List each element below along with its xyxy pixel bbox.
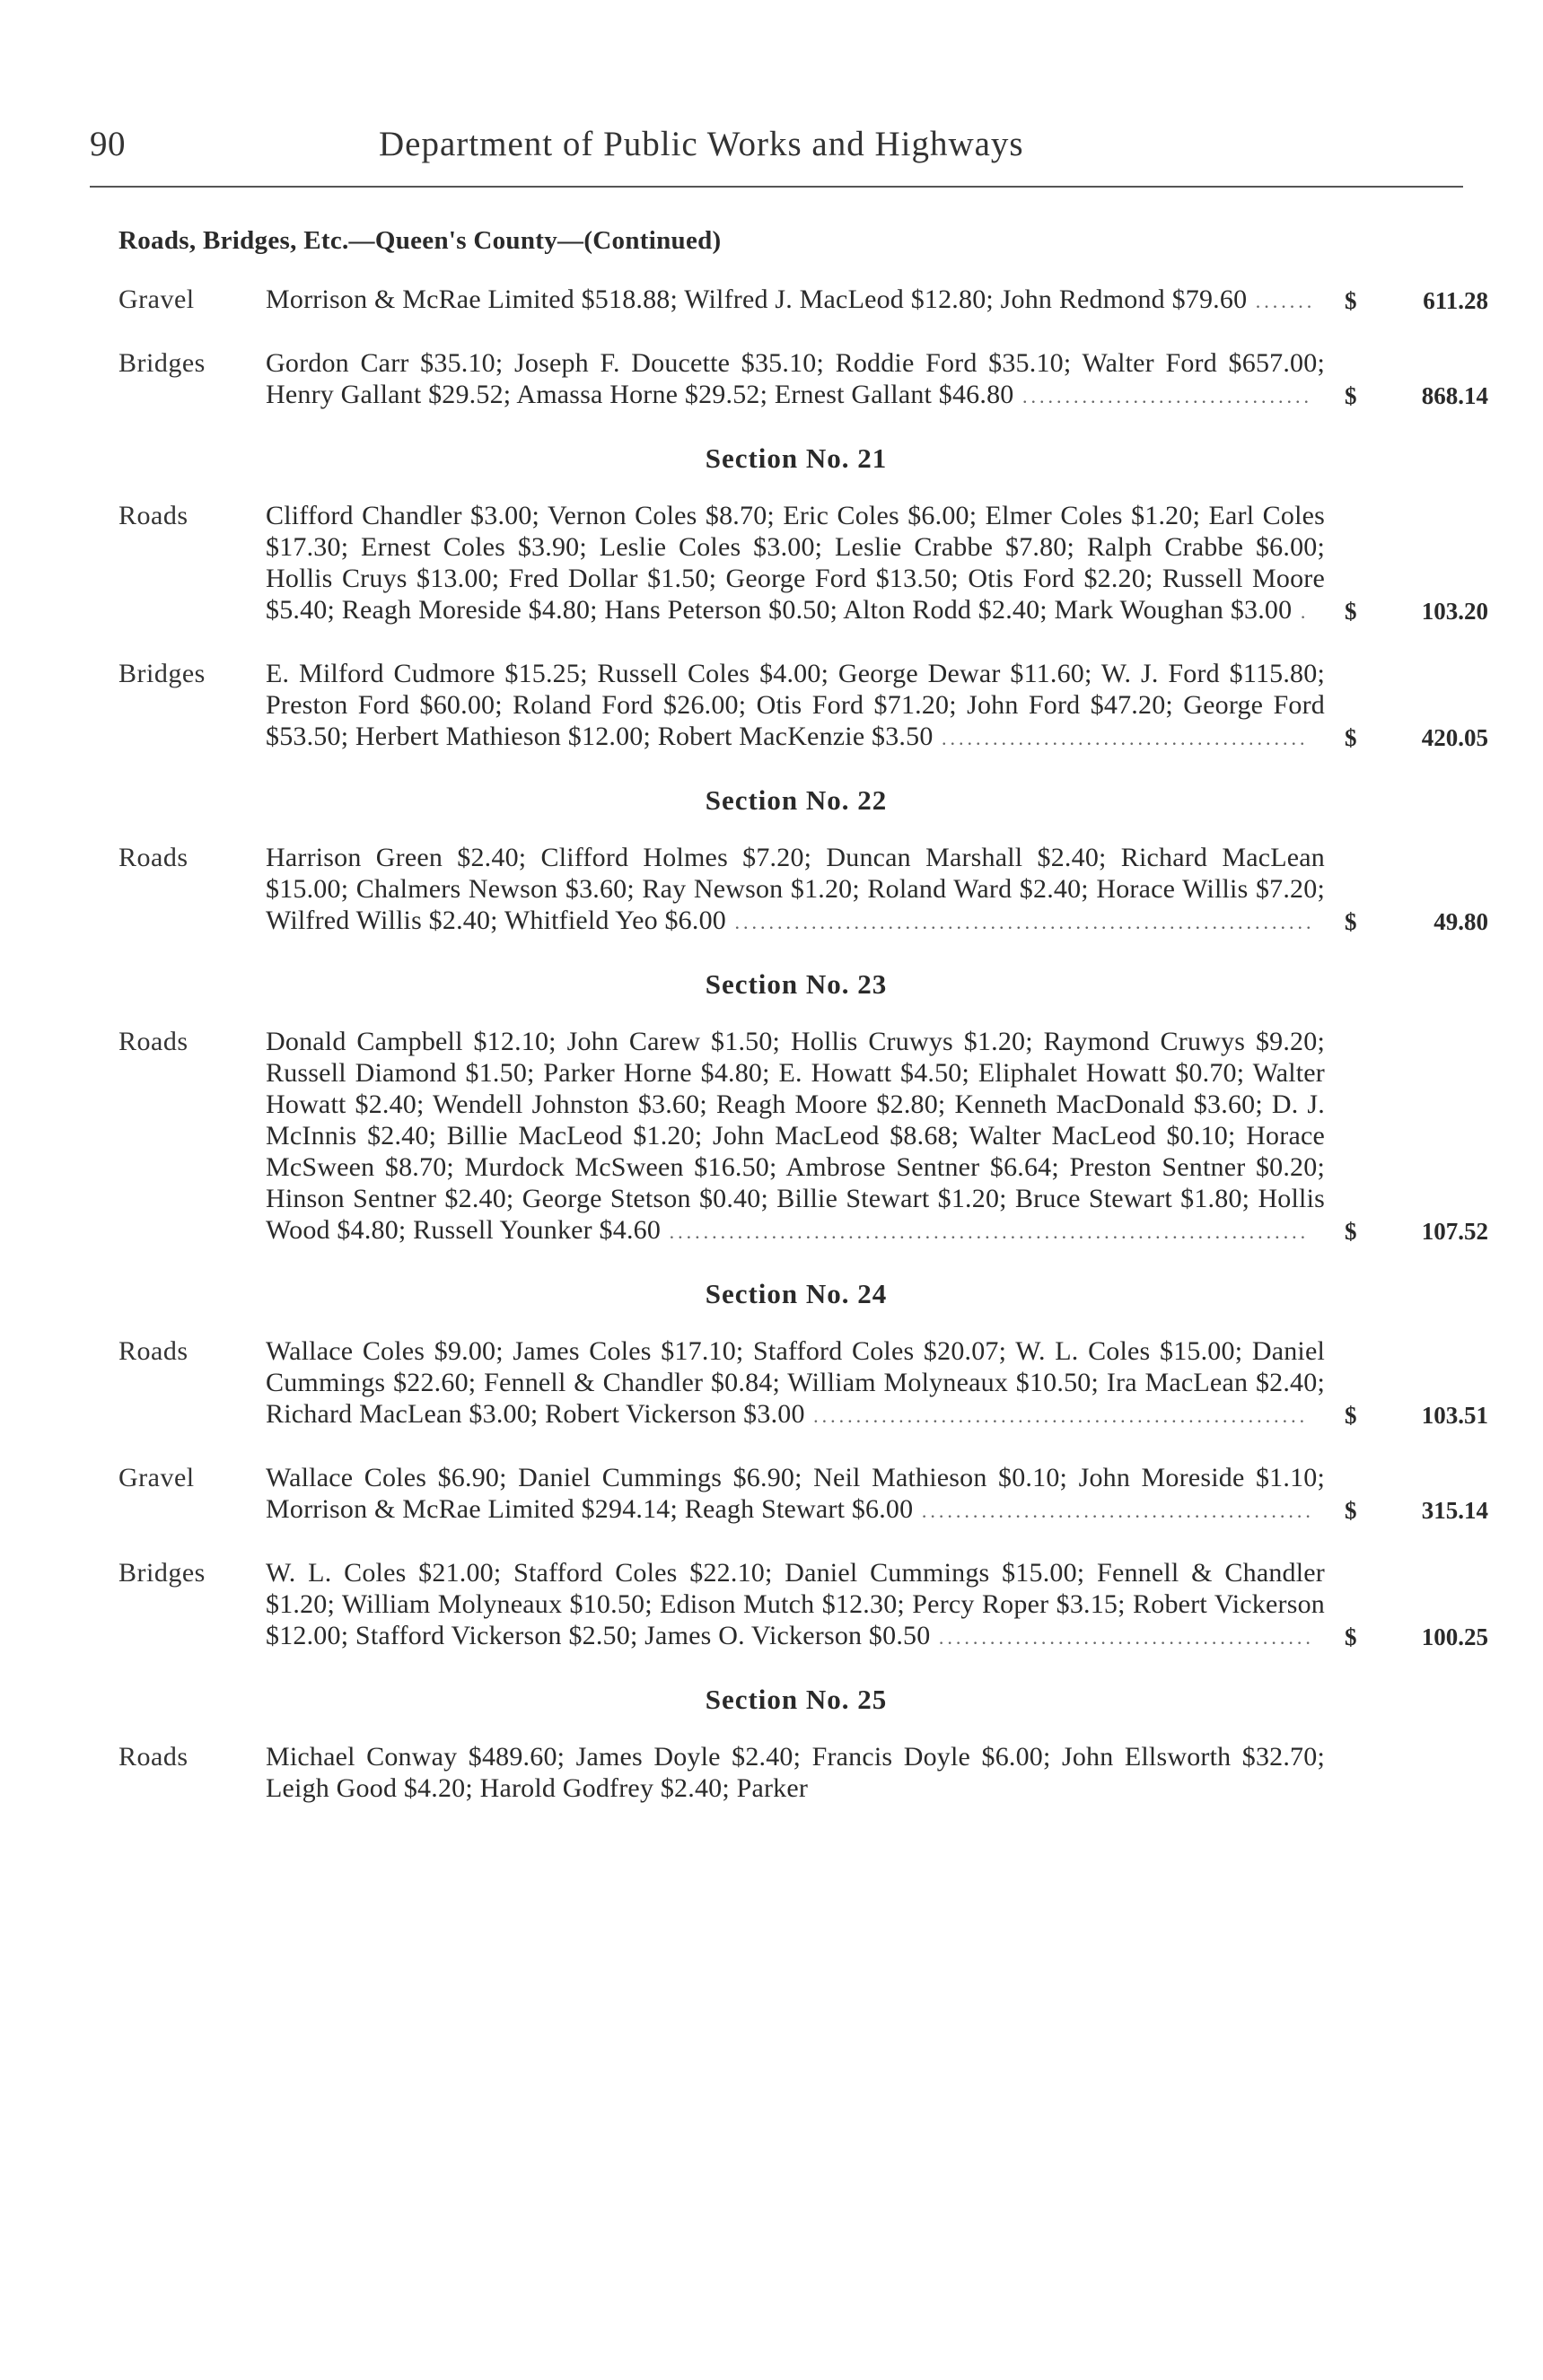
entry-payees	[266, 842, 1325, 938]
section-heading: Section No. 25	[705, 1684, 888, 1715]
entry-total	[1325, 1622, 1488, 1653]
entry-total	[1325, 381, 1488, 412]
section-heading: Section No. 24	[705, 1278, 888, 1309]
entry-payees	[266, 1741, 1325, 1804]
section-heading: Section No. 22	[705, 784, 888, 816]
header-rule	[90, 186, 1463, 188]
total-amount: 100.25	[1421, 1623, 1488, 1650]
entry-category: Gravel	[118, 284, 195, 314]
entry-payees	[266, 1335, 1325, 1431]
expenditure-entry	[118, 1741, 1483, 1804]
expenditure-entry	[118, 842, 1488, 938]
currency-sign: $	[1345, 1218, 1357, 1245]
entry-category: Bridges	[118, 659, 206, 688]
currency-sign: $	[1345, 908, 1357, 935]
total-amount: 103.51	[1421, 1402, 1488, 1429]
total-amount: 868.14	[1421, 382, 1488, 409]
entry-total	[1325, 1495, 1488, 1527]
section-heading: Section No. 23	[705, 968, 888, 1000]
leader-dots: .......	[1247, 290, 1316, 312]
entry-payees-text: Gordon Carr $35.10; Joseph F. Doucette $35.10; Roddie Ford $35.10; Walter Ford $657.00; Henry Gallant $29.52; Amassa Horne $29.52; Ernest Gallant $46.80	[266, 348, 1325, 409]
page-title: Department of Public Works and Highways	[379, 125, 1024, 163]
entry-total	[1325, 285, 1488, 317]
entry-payees	[266, 1462, 1325, 1527]
total-amount: 420.05	[1421, 724, 1488, 751]
entry-total	[1325, 1216, 1488, 1247]
total-amount: 315.14	[1421, 1497, 1488, 1524]
entry-category: Roads	[118, 1336, 188, 1366]
leader-dots: ............................................	[930, 1626, 1314, 1649]
entry-category: Roads	[118, 501, 188, 530]
leader-dots: ...........................................................................	[661, 1221, 1310, 1243]
expenditure-entry	[118, 658, 1488, 754]
entry-total	[1325, 1400, 1488, 1431]
entry-category: Roads	[118, 1027, 188, 1056]
expenditure-entry	[118, 1557, 1488, 1653]
currency-sign: $	[1345, 1623, 1357, 1650]
entry-payees	[266, 1557, 1325, 1653]
entry-payees	[266, 658, 1325, 754]
entry-payees-text: W. L. Coles $21.00; Stafford Coles $22.10; Daniel Cummings $15.00; Fennell & Chandler $1.20; William Molyneaux $10.50; Edison Mutch $12.30; Percy Roper $3.15; Robert Vickerson $12.00; Stafford Vickerson $2.50; James O. Vickerson $0.50	[266, 1558, 1325, 1650]
entry-payees-text: E. Milford Cudmore $15.25; Russell Coles $4.00; George Dewar $11.60; W. J. Ford $115.80; Preston Ford $60.00; Roland Ford $26.00; Otis Ford $71.20; John Ford $47.20; George Ford $53.50; Herbert Mathieson $12.00; Robert MacKenzie $3.50	[266, 659, 1325, 751]
entry-payees-text: Morrison & McRae Limited $518.88; Wilfred J. MacLeod $12.80; John Redmond $79.60	[266, 284, 1248, 314]
expenditure-listing	[118, 284, 1488, 1834]
page-number: 90	[90, 125, 126, 163]
leader-dots: ...........................................	[933, 727, 1309, 749]
currency-sign: $	[1345, 724, 1357, 751]
leader-dots: .	[1292, 600, 1310, 623]
entry-category: Bridges	[118, 1558, 206, 1588]
entry-payees-text: Donald Campbell $12.10; John Carew $1.50; Hollis Cruwys $1.20; Raymond Cruwys $9.20; Russell Diamond $1.50; Parker Horne $4.80; E. Howatt $4.50; Eliphalet Howatt $0.70; Walter Howatt $2.40; Wendell Johnston $3.60; Reagh Moore $2.80; Kenneth MacDonald $3.60; D. J. McInnis $2.40; Billie MacLeod $1.20; John MacLeod $8.68; Walter MacLeod $0.10; Horace McSween $8.70; Murdock McSween $16.50; Ambrose Sentner $6.64; Preston Sentner $0.20; Hinson Sentner $2.40; George Stetson $0.40; Billie Stewart $1.20; Bruce Stewart $1.80; Hollis Wood $4.80; Russell Younker $4.60	[266, 1027, 1325, 1245]
entry-total	[1325, 906, 1488, 938]
total-amount: 611.28	[1423, 287, 1488, 314]
total-amount: 103.20	[1421, 598, 1488, 625]
currency-sign: $	[1345, 1497, 1357, 1524]
expenditure-entry	[118, 1335, 1488, 1431]
entry-category: Roads	[118, 1742, 188, 1772]
entry-payees-text: Clifford Chandler $3.00; Vernon Coles $8.70; Eric Coles $6.00; Elmer Coles $1.20; Earl Coles $17.30; Ernest Coles $3.90; Leslie Coles $3.00; Leslie Crabbe $7.80; Ralph Crabbe $6.00; Hollis Cruys $13.00; Fred Dollar $1.50; George Ford $13.50; Otis Ford $2.20; Russell Moore $5.40; Reagh Moreside $4.80; Hans Peterson $0.50; Alton Rodd $2.40; Mark Woughan $3.00	[266, 501, 1325, 625]
leader-dots: ..................................	[1013, 385, 1312, 407]
currency-sign: $	[1345, 598, 1357, 625]
entry-category: Bridges	[118, 348, 206, 378]
expenditure-entry	[118, 500, 1488, 627]
entry-payees	[266, 500, 1325, 627]
total-amount: 107.52	[1421, 1218, 1488, 1245]
expenditure-entry	[118, 284, 1488, 317]
entry-payees-text: Wallace Coles $6.90; Daniel Cummings $6.90; Neil Mathieson $0.10; John Moreside $1.10; Morrison & McRae Limited $294.14; Reagh Stewart $6.00	[266, 1463, 1325, 1524]
currency-sign: $	[1345, 382, 1357, 409]
running-subheading: Roads, Bridges, Etc.—Queen's County—(Continued)	[118, 226, 722, 255]
leader-dots: ..........................................................	[804, 1404, 1309, 1427]
expenditure-entry	[118, 1026, 1488, 1247]
entry-total	[1325, 722, 1488, 754]
expenditure-entry	[118, 1462, 1488, 1527]
entry-category: Gravel	[118, 1463, 195, 1492]
entry-payees	[266, 347, 1325, 412]
entry-payees	[266, 284, 1325, 317]
expenditure-entry	[118, 347, 1488, 412]
entry-payees	[266, 1026, 1325, 1247]
currency-sign: $	[1345, 1402, 1357, 1429]
section-heading: Section No. 21	[705, 442, 888, 474]
leader-dots: ....................................................................	[726, 911, 1315, 933]
total-amount: 49.80	[1433, 908, 1488, 935]
entry-payees-text: Wallace Coles $9.00; James Coles $17.10; Stafford Coles $20.07; W. L. Coles $15.00; Daniel Cummings $22.60; Fennell & Chandler $0.84; William Molyneaux $10.50; Ira MacLean $2.40; Richard MacLean $3.00; Robert Vickerson $3.00	[266, 1336, 1325, 1429]
entry-payees-text: Harrison Green $2.40; Clifford Holmes $7.20; Duncan Marshall $2.40; Richard MacLean $15.00; Chalmers Newson $3.60; Ray Newson $1.20; Roland Ward $2.40; Horace Willis $7.20; Wilfred Willis $2.40; Whitfield Yeo $6.00	[266, 843, 1325, 935]
entry-total	[1325, 596, 1488, 627]
entry-category: Roads	[118, 843, 188, 872]
entry-payees-text: Michael Conway $489.60; James Doyle $2.40; Francis Doyle $6.00; John Ellsworth $32.70; Leigh Good $4.20; Harold Godfrey $2.40; Parker	[266, 1742, 1325, 1803]
currency-sign: $	[1345, 287, 1357, 314]
leader-dots: ..............................................	[913, 1500, 1314, 1522]
